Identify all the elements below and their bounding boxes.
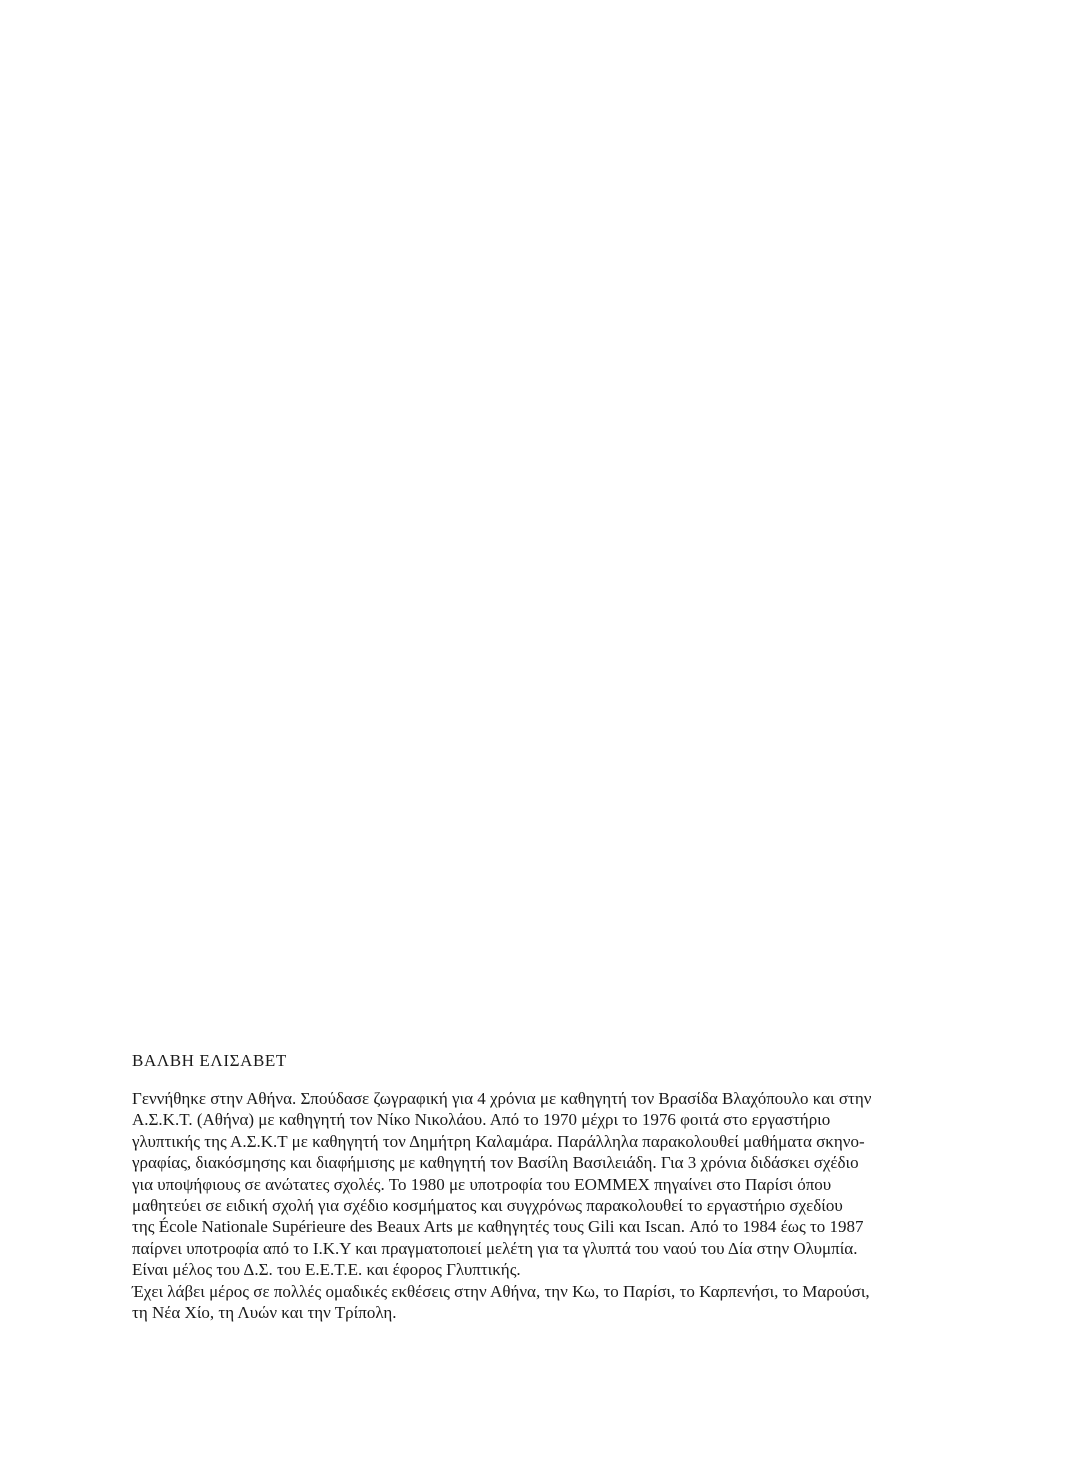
bio-line: γραφίας, διακόσμησης και διαφήμισης με καθηγητή τον Βασίλη Βασιλειάδη. Για 3 χρόνια διδάσκει σχέδιο xyxy=(132,1153,859,1173)
bio-line: Α.Σ.Κ.Τ. (Αθήνα) με καθηγητή τον Νίκο Νικολάου. Από το 1970 μέχρι το 1976 φοιτά στο εργαστήριο xyxy=(132,1110,831,1130)
artist-bio xyxy=(132,1050,976,1323)
bio-line: Έχει λάβει μέρος σε πολλές ομαδικές εκθέσεις στην Αθήνα, την Κω, το Παρίσι, το Καρπενήσι, το Μαρούσι, xyxy=(132,1281,870,1301)
bio-line: Είναι μέλος του Δ.Σ. του Ε.Ε.Τ.Ε. και έφορος Γλυπτικής. xyxy=(132,1260,521,1280)
artist-name-heading: ΒΑΛΒΗ ΕΛΙΣΑΒΕΤ xyxy=(132,1051,287,1070)
bio-line: γλυπτικής της Α.Σ.Κ.Τ με καθηγητή τον Δημήτρη Καλαμάρα. Παράλληλα παρακολουθεί μαθήματα σκηνο- xyxy=(132,1131,865,1151)
bio-line: μαθητεύει σε ειδική σχολή για σχέδιο κοσμήματος και συγχρόνως παρακολουθεί το εργαστήριο σχεδίου xyxy=(132,1196,843,1216)
bio-line: Γεννήθηκε στην Αθήνα. Σπούδασε ζωγραφική για 4 χρόνια με καθηγητή τον Βρασίδα Βλαχόπουλο και στην xyxy=(132,1089,872,1108)
bio-paragraph xyxy=(132,1088,976,1323)
bio-line: για υποψήφιους σε ανώτατες σχολές. Το 1980 με υποτροφία του ΕΟΜΜΕΧ πηγαίνει στο Παρίσι όπου xyxy=(132,1174,832,1194)
bio-line: παίρνει υποτροφία από το Ι.Κ.Υ και πραγματοποιεί μελέτη για τα γλυπτά του ναού του Δία στην Ολυμπία. xyxy=(132,1238,858,1258)
bio-line: της École Nationale Supérieure des Beaux Arts με καθηγητές τους Gili και Iscan. Από το 1984 έως το 1987 xyxy=(132,1217,864,1237)
bio-line: τη Νέα Χίο, τη Λυών και την Τρίπολη. xyxy=(132,1303,397,1323)
